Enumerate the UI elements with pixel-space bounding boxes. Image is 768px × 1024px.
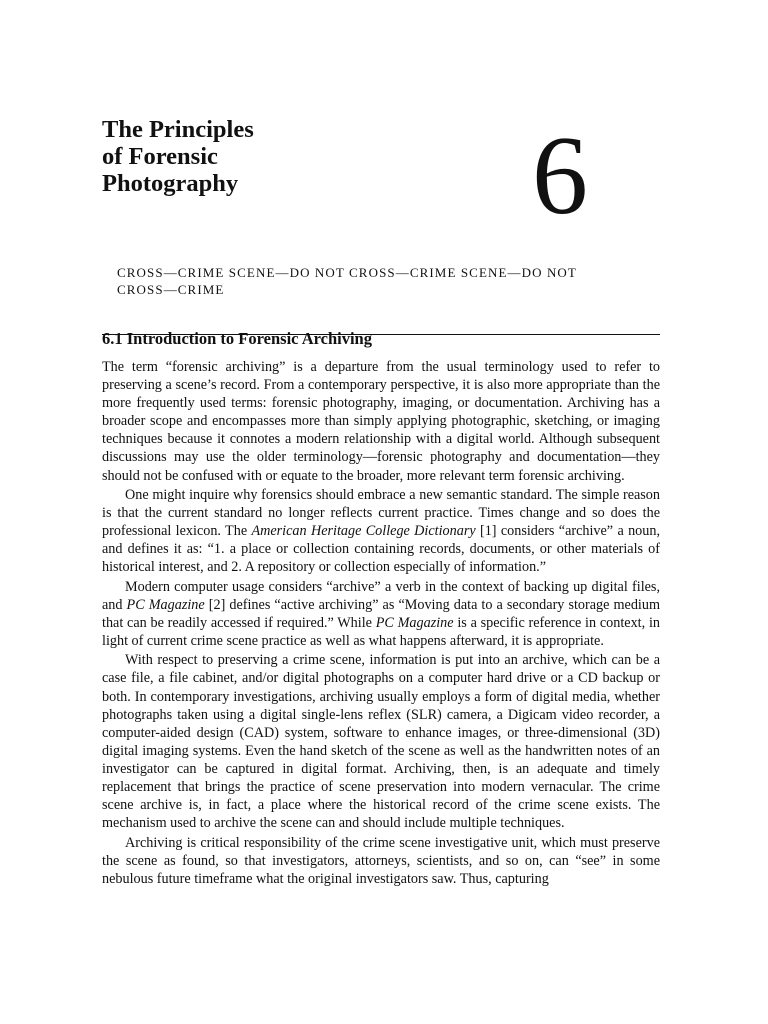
paragraph-2-text-a: One might inquire why forensics should embrace a new semantic standard. The simple reason is that the current standard no longer reflects current practice. Times change and so does the professional lexicon. The — [102, 486, 660, 540]
chapter-title-line-3: Photography — [102, 170, 239, 197]
chapter-title — [102, 116, 462, 197]
dictionary-title: American Heritage College Dictionary — [251, 523, 476, 540]
paragraph-4: With respect to preserving a crime scene, information is put into an archive, which can be a case file, a file cabinet, and/or digital photographs on a computer hard drive or a CD backup or both. In contemporary investigations, archiving usually employs a form of digital media, whether photographs taken using a digital single-lens reflex (SLR) camera, a Digicam video recorder, a computer-aided design (CAD) system, software to enhance images, or three-dimensional (3D) digital imaging systems. Even the hand sketch of the scene as well as the handwritten notes of an investigator can be captured in digital format. Archiving, then, is an adequate and timely replacement that brings the practice of scene preservation into modern vernacular. The crime scene archive is, in fact, a place where the historical record of the crime scene exists. The mechanism used to archive the scene can and should include multiple techniques. — [102, 652, 660, 832]
section-heading: 6.1 Introduction to Forensic Archiving — [102, 329, 372, 348]
paragraph-1: The term “forensic archiving” is a departure from the usual terminology used to refer to preserving a scene’s record. From a contemporary perspective, it is also more appropriate than the more frequently used terms: forensic photography, imaging, or documentation. Archiving has a broader scope and encompasses more than simply applying photographic, sketching, or imaging techniques because it connotes a modern relationship with a digital world. Although subsequent discussions may use the older terminology—forensic photography and documentation—they should not be confused with or equate to the broader, more relevant term forensic archiving. — [102, 359, 660, 484]
magazine-title-2: PC Magazine — [375, 614, 454, 631]
paragraph-3-text-b: [2] defines “active archiving” as “Moving data to a secondary storage medium that can be readily accessed if required.” While — [102, 596, 660, 631]
chapter-title-line-2: of Forensic — [102, 143, 218, 170]
crime-scene-tape-text — [117, 264, 637, 298]
tape-line-2: CROSS—CRIME — [117, 282, 225, 297]
paragraph-3 — [102, 578, 660, 650]
chapter-number: 6 — [532, 114, 588, 238]
paragraph-3-text-a: Modern computer usage considers “archive” a verb in the context of backing up digital files, and — [102, 578, 660, 613]
paragraph-2-text-b: [1] considers “archive” a noun, and defines it as: “1. a place or collection containing records, documents, or other materials of historical interest, and 2. A repository or collection especially of information.” — [102, 523, 660, 576]
paragraph-2 — [102, 486, 660, 576]
tape-line-1: CROSS—CRIME SCENE—DO NOT CROSS—CRIME SCENE—DO NOT — [117, 265, 577, 280]
magazine-title-1: PC Magazine — [126, 596, 205, 613]
paragraph-5: Archiving is critical responsibility of the crime scene investigative unit, which must preserve the scene as found, so that investigators, attorneys, scientists, and so on, can “see” in some nebulous future timeframe what the original investigators saw. Thus, capturing — [102, 834, 660, 887]
chapter-title-line-1: The Principles — [102, 116, 254, 143]
paragraph-3-text-c: is a specific reference in context, in light of current crime scene practice as well as what happens afterward, it is appropriate. — [102, 614, 660, 649]
body-text — [102, 358, 660, 889]
